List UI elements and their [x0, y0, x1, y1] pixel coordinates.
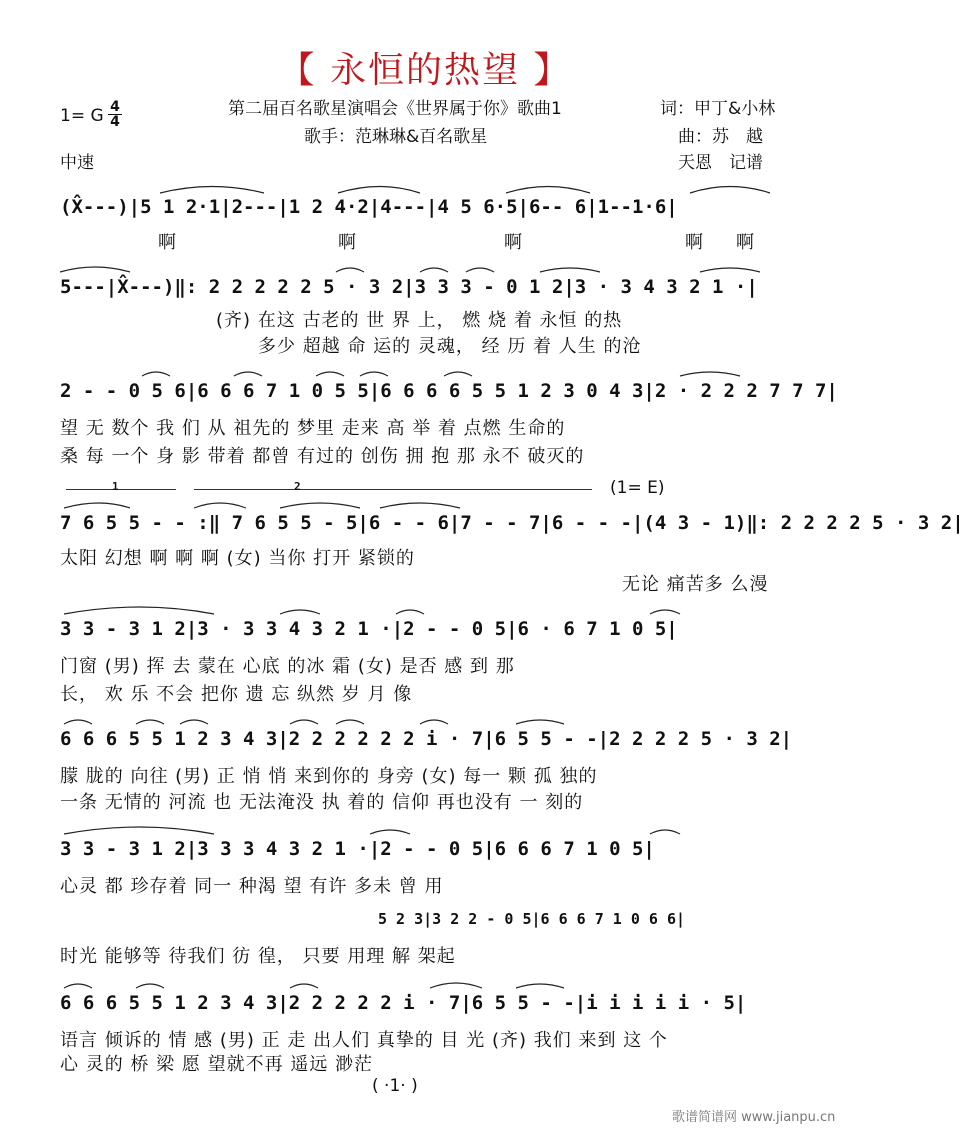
lyric-line-5-verse-1: 门窗 (男) 挥 去 蒙在 心底 的冰 霜 (女) 是否 感 到 那 [60, 656, 515, 677]
notation-line-3: 2 - - 0 5 6|6 6 6 7 1 0 5 5|6 6 6 6 5 5 1 2 3 0 4 3|2 · 2 2 2 7 7 7| [60, 380, 838, 402]
slur [290, 720, 318, 724]
slur [280, 610, 320, 614]
alternate-notation-line: 5 2 3|3 2 2 - 0 5|6 6 6 7 1 0 6 6| [378, 910, 686, 928]
slur [180, 720, 208, 724]
composer: 曲：苏 越 [678, 127, 763, 147]
slur [380, 503, 460, 508]
slur [338, 187, 420, 194]
notation-line-6: 6 6 6 5 5 1 2 3 4 3|2 2 2 2 2 2 i · 7|6 5 5 - -|2 2 2 2 5 · 3 2| [60, 728, 793, 750]
slur [516, 984, 564, 988]
lyric-line-1-c: 啊 [504, 232, 523, 253]
slur [316, 372, 344, 376]
slur [64, 984, 92, 988]
slur [420, 720, 448, 724]
notation-line-5: 3 3 - 3 1 2|3 · 3 3 4 3 2 1 ·|2 - - 0 5|6 · 6 7 1 0 5| [60, 618, 678, 640]
lyric-line-8-verse-1: 时光 能够等 待我们 彷 徨， 只要 用理 解 架起 [60, 946, 456, 967]
slur [396, 610, 424, 614]
slur [136, 984, 164, 988]
slur [420, 268, 448, 272]
slur [516, 720, 564, 724]
slur [64, 503, 130, 508]
slur [280, 503, 360, 508]
notation-line-9: 6 6 6 5 5 1 2 3 4 3|2 2 2 2 2 i · 7|6 5 5 - -|i i i i i · 5| [60, 992, 747, 1014]
lyric-line-1-d: 啊 [685, 232, 704, 253]
lyric-line-3-verse-1: 望 无 数个 我 们 从 祖先的 梦里 走来 高 举 着 点燃 生命的 [60, 418, 566, 439]
slur [336, 268, 364, 272]
slur [234, 372, 262, 376]
lyric-line-1-a: 啊 [158, 232, 177, 253]
slur [690, 187, 770, 194]
lyric-line-2-verse-2: 多少 超越 命 运的 灵魂， 经 历 着 人生 的沧 [258, 336, 642, 357]
subtitle: 第二届百名歌星演唱会《世界属于你》歌曲1 [228, 99, 562, 119]
slur [160, 187, 264, 194]
slur [360, 372, 388, 376]
slur [142, 372, 170, 376]
slur [650, 610, 680, 614]
notation-line-7: 3 3 - 3 1 2|3 3 3 4 3 2 1 ·|2 - - 0 5|6 6 6 7 1 0 5| [60, 838, 655, 860]
slur [194, 503, 246, 508]
slur [506, 187, 590, 194]
slur [60, 267, 130, 272]
lyric-line-1-e: 啊 [736, 232, 755, 253]
lyric-line-3-verse-2: 桑 每 一个 身 影 带着 都曾 有过的 创伤 拥 抱 那 永不 破灭的 [60, 446, 585, 467]
key-signature: 1= G [60, 106, 104, 126]
slur [336, 720, 364, 724]
slur [700, 268, 760, 272]
singers: 歌手：范琳琳&百名歌星 [304, 127, 488, 147]
lyric-line-5-verse-2: 长， 欢 乐 不会 把你 遗 忘 纵然 岁 月 像 [60, 684, 413, 705]
slur [64, 720, 92, 724]
slur [64, 607, 214, 614]
slur [430, 983, 482, 988]
tempo-marking: 中速 [60, 153, 94, 173]
volta-1-label: 1 [112, 480, 119, 493]
watermark: 歌谱简谱网 www.jianpu.cn [672, 1110, 836, 1125]
lyric-line-6-verse-2: 一条 无情的 河流 也 无法淹没 执 着的 信仰 再也没有 一 刻的 [60, 792, 584, 813]
page-number: ( ·1· ) [372, 1076, 418, 1096]
slur [290, 984, 318, 988]
lyric-line-7-verse-1: 心灵 都 珍存着 同一 种渴 望 有许 多未 曾 用 [60, 876, 444, 897]
slur [680, 372, 740, 376]
lyric-line-9-verse-1: 语言 倾诉的 情 感 (男) 正 走 出人们 真挚的 目 光 (齐) 我们 来到 这 个 [60, 1030, 668, 1051]
slur [540, 268, 600, 272]
transcriber: 天恩 记谱 [678, 153, 763, 173]
lyric-line-4-verse-2: 无论 痛苦多 么漫 [622, 574, 769, 595]
slur [466, 268, 494, 272]
lyric-line-2-verse-1: (齐) 在这 古老的 世 界 上， 燃 烧 着 永恒 的热 [216, 310, 623, 331]
slur [650, 830, 680, 834]
lyric-line-9-verse-2: 心 灵的 桥 梁 愿 望就不再 遥远 渺茫 [60, 1054, 374, 1075]
lyric-line-6-verse-1: 朦 胧的 向往 (男) 正 悄 悄 来到你的 身旁 (女) 每一 颗 孤 独的 [60, 766, 598, 787]
time-signature-bottom: 4 [108, 114, 122, 129]
key-change: (1= E) [610, 478, 665, 498]
slur [444, 372, 472, 376]
volta-2-label: 2 [294, 480, 301, 493]
song-title: 【 永恒的热望 】 [278, 50, 572, 91]
slur [370, 830, 410, 834]
notation-line-2: 5---|X̂---)‖: 2 2 2 2 2 5 · 3 2|3 3 3 - 0 1 2|3 · 3 4 3 2 1 ·| [60, 276, 758, 298]
slur [64, 827, 214, 834]
lyric-line-1-b: 啊 [338, 232, 357, 253]
notation-line-1: (X̂---)|5 1 2·1|2---|1 2 4·2|4---|4 5 6·5|6-- 6|1--1·6| [60, 196, 678, 218]
notation-line-4: 7 6 5 5 - - :‖ 7 6 5 5 - 5|6 - - 6|7 - - 7|6 - - -|(4 3 - 1)‖: 2 2 2 2 5 · 3 2| [60, 512, 964, 534]
lyric-line-4-verse-1: 太阳 幻想 啊 啊 啊 (女) 当你 打开 紧锁的 [60, 548, 415, 569]
time-signature-top: 4 [110, 99, 120, 115]
lyricist: 词：甲丁&小林 [660, 99, 776, 119]
slur [136, 720, 164, 724]
